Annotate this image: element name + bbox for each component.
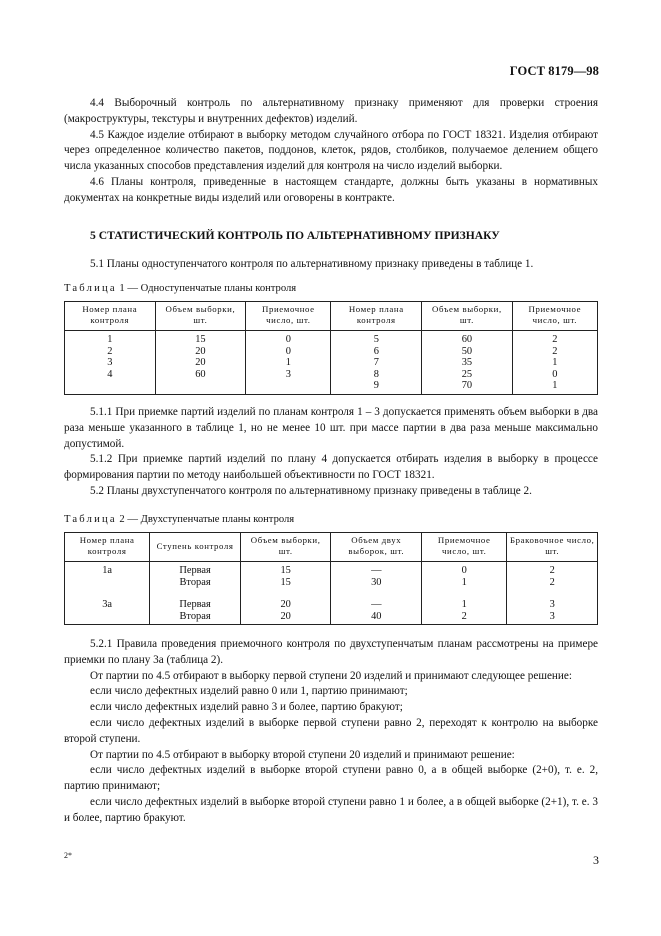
table-cell: 0 <box>512 369 597 381</box>
footer-sheet-mark: 2* <box>64 851 72 860</box>
paragraph-4-6: 4.6 Планы контроля, приведенные в настоящем стандарте, должны быть указаны в нормативных документах на конкретные виды изделий или оговорены в контракте. <box>64 175 598 204</box>
table-row <box>65 562 598 577</box>
table-cell: 60 <box>422 331 513 346</box>
table-cell: 1 <box>422 599 507 611</box>
table-cell: Вторая <box>150 577 241 589</box>
table-cell: — <box>331 562 422 577</box>
table-cell <box>155 380 246 394</box>
table-cell: 1 <box>246 357 331 369</box>
table-cell: 20 <box>240 599 331 611</box>
table-cell: 20 <box>155 346 246 358</box>
table-spacer-row <box>65 588 598 599</box>
table-cell: 15 <box>240 562 331 577</box>
table-cell: 60 <box>155 369 246 381</box>
table-2-header: Приемочное число, шт. <box>422 533 507 562</box>
table-row <box>65 331 598 346</box>
table-row <box>65 611 598 625</box>
table-1-header: Номер плана контроля <box>65 302 156 331</box>
table-cell: 0 <box>246 346 331 358</box>
paragraph-rule-second-stage: если число дефектных изделий в выборке первой ступени равно 2, переходят к контролю на выборке второй ступени. <box>64 716 598 745</box>
table-1-caption-word: Таблица <box>64 283 117 294</box>
table-cell: 2 <box>512 331 597 346</box>
table-2-header: Номер плана контроля <box>65 533 150 562</box>
table-2-header-row <box>65 533 598 562</box>
paragraph-5-2: 5.2 Планы двухступенчатого контроля по альтернативному признаку приведены в таблице 2. <box>90 484 532 497</box>
table-cell: 30 <box>331 577 422 589</box>
table-cell: — <box>331 599 422 611</box>
top-paragraphs <box>64 96 598 207</box>
bottom-paragraphs <box>64 637 598 827</box>
table-cell: 1 <box>512 380 597 394</box>
table-cell: 1 <box>422 577 507 589</box>
table-cell: 1а <box>65 562 150 577</box>
table-cell: 70 <box>422 380 513 394</box>
table-1-header: Объем выборки, шт. <box>155 302 246 331</box>
table-cell: Вторая <box>150 611 241 625</box>
table-row <box>65 357 598 369</box>
table-2-caption-word: Таблица <box>64 514 117 525</box>
middle-paragraphs <box>64 405 598 500</box>
table-cell: 40 <box>331 611 422 625</box>
paragraph-rule-reject: если число дефектных изделий равно 3 и более, партию бракуют; <box>90 701 403 714</box>
table-1-header: Приемочное число, шт. <box>512 302 597 331</box>
table-cell: 4 <box>65 369 156 381</box>
page-number: 3 <box>593 853 599 867</box>
table-2-header: Объем выборки, шт. <box>240 533 331 562</box>
table-cell: 9 <box>331 380 422 394</box>
table-1-caption <box>64 281 598 297</box>
table-2-header: Объем двух выборок, шт. <box>331 533 422 562</box>
table-cell: Первая <box>150 599 241 611</box>
table-cell: 2 <box>65 346 156 358</box>
paragraph-5-1-block <box>64 257 598 273</box>
table-2-caption-text: 2 — Двухступенчатые планы контроля <box>116 514 295 525</box>
table-cell: 2 <box>512 346 597 358</box>
paragraph-5-1-1: 5.1.1 При приемке партий изделий по планам контроля 1 – 3 допускается применять объем выборки в два раза меньше указанного в таблице 1, но не менее 10 шт. при массе партии в два раза меньше максимально допустимой. <box>64 406 598 450</box>
table-cell: 1 <box>65 331 156 346</box>
document-code-header: ГОСТ 8179—98 <box>509 64 599 78</box>
table-cell: 3 <box>507 599 598 611</box>
table-1-header-row <box>65 302 598 331</box>
section-5-title: 5 СТАТИСТИЧЕСКИЙ КОНТРОЛЬ ПО АЛЬТЕРНАТИВНОМУ ПРИЗНАКУ <box>90 229 500 242</box>
table-2-header: Ступень контроля <box>150 533 241 562</box>
table-cell: 2 <box>507 577 598 589</box>
paragraph-sampling-second: От партии по 4.5 отбирают в выборку второй ступени 20 изделий и принимают решение: <box>90 748 515 761</box>
table-cell: 20 <box>155 357 246 369</box>
table-cell: 35 <box>422 357 513 369</box>
section-5-block <box>64 228 598 244</box>
table-cell: 2 <box>422 611 507 625</box>
table-1-caption-text: 1 — Одноступенчатые планы контроля <box>116 283 297 294</box>
table-1 <box>64 301 598 395</box>
table-cell <box>246 380 331 394</box>
table-cell: 3 <box>65 357 156 369</box>
table-cell: 50 <box>422 346 513 358</box>
table-cell: 5 <box>331 331 422 346</box>
paragraph-5-1-2: 5.1.2 При приемке партий изделий по плану 4 допускается отбирать изделия в выборку в процессе формирования партии по методу наибольшей объективности по ГОСТ 18321. <box>64 453 598 482</box>
table-cell: 3 <box>246 369 331 381</box>
table-cell <box>65 380 156 394</box>
table-cell: 8 <box>331 369 422 381</box>
paragraph-rule-second-accept: если число дефектных изделий в выборке второй ступени равно 0, а в общей выборке (2+0), т. е. 2, партию принимают; <box>64 764 598 793</box>
table-cell: 15 <box>240 577 331 589</box>
table-row <box>65 577 598 589</box>
table-cell <box>65 611 150 625</box>
table-row <box>65 346 598 358</box>
table-1-header: Номер плана контроля <box>331 302 422 331</box>
table-cell: 0 <box>246 331 331 346</box>
paragraph-rule-second-reject: если число дефектных изделий в выборке второй ступени равно 1 и более, а в общей выборке (2+1), т. е. 3 и более, партию бракуют. <box>64 795 598 824</box>
table-2-wrapper <box>64 532 598 625</box>
table-1-header: Объем выборки, шт. <box>422 302 513 331</box>
table-cell: 1 <box>512 357 597 369</box>
table-row <box>65 599 598 611</box>
paragraph-4-4: 4.4 Выборочный контроль по альтернативному признаку применяют для проверки строения (макроструктуры, текстуры и внутренних дефектов) изделий. <box>64 97 598 125</box>
table-cell <box>65 577 150 589</box>
table-cell: 15 <box>155 331 246 346</box>
table-cell: 7 <box>331 357 422 369</box>
table-cell: Первая <box>150 562 241 577</box>
table-cell: 25 <box>422 369 513 381</box>
table-cell: 0 <box>422 562 507 577</box>
table-cell: 20 <box>240 611 331 625</box>
table-cell: 6 <box>331 346 422 358</box>
paragraph-rule-accept: если число дефектных изделий равно 0 или 1, партию принимают; <box>90 685 408 698</box>
paragraph-5-2-1: 5.2.1 Правила проведения приемочного контроля по двухступенчатым планам рассмотрены на примере приемки по плану 3а (таблица 2). <box>64 638 598 666</box>
table-2-caption <box>64 512 598 528</box>
table-cell: 3а <box>65 599 150 611</box>
table-1-header: Приемочное число, шт. <box>246 302 331 331</box>
paragraph-4-5: 4.5 Каждое изделие отбирают в выборку методом случайного отбора по ГОСТ 18321. Изделия отбирают через определенное количество пакетов, поддонов, клеток, рядов, столбиков, получаемое делением общего числа указанных способов представления изделий для контроля на число изделий выборки. <box>64 128 598 173</box>
paragraph-5-1: 5.1 Планы одноступенчатого контроля по альтернативному признаку приведены в таблице 1. <box>90 258 534 270</box>
table-2-header: Браковочное число, шт. <box>507 533 598 562</box>
table-row <box>65 380 598 394</box>
table-cell: 2 <box>507 562 598 577</box>
table-2 <box>64 532 598 625</box>
table-1-wrapper <box>64 301 598 395</box>
table-row <box>65 369 598 381</box>
table-cell: 3 <box>507 611 598 625</box>
paragraph-sampling-first: От партии по 4.5 отбирают в выборку первой ступени 20 изделий и принимают следующее решение: <box>90 669 572 682</box>
